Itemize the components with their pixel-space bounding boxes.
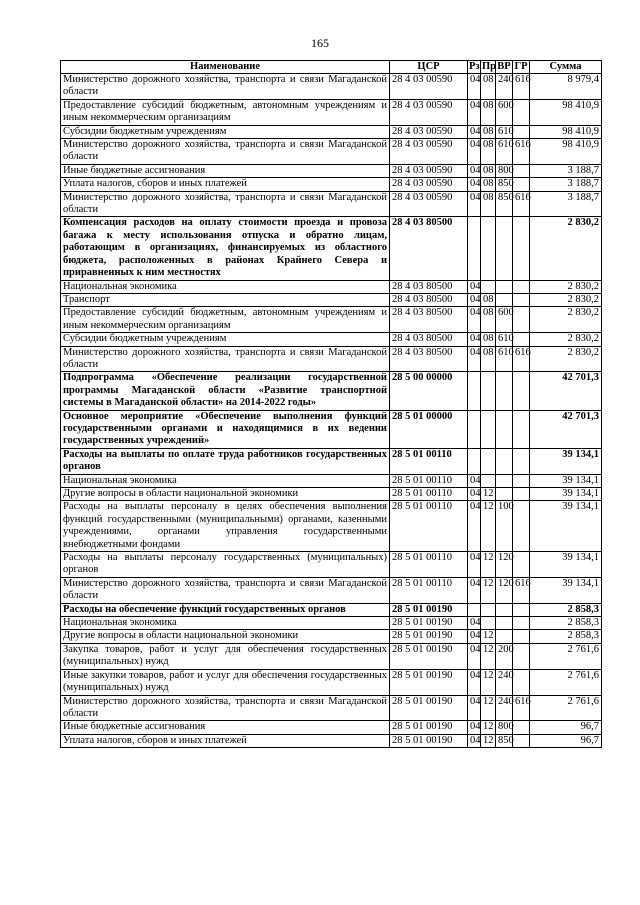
cell-sum: 3 188,7 [530, 164, 602, 177]
cell-vr: 120 [496, 552, 513, 578]
cell-pr: 12 [481, 552, 496, 578]
cell-rz: 04 [468, 164, 481, 177]
cell-gr [513, 293, 530, 306]
header-sum: Сумма [530, 61, 602, 74]
table-row [61, 178, 602, 191]
cell-pr: 12 [481, 669, 496, 695]
cell-name: Расходы на выплаты персоналу в целях обеспечения выполнения функций государственными (муниципальными) органами, казенными учреждениями, органами управления государственными внебюджетными фондами [61, 501, 390, 552]
cell-csr: 28 5 01 00190 [390, 617, 468, 630]
cell-csr: 28 5 01 00110 [390, 501, 468, 552]
table-row [61, 346, 602, 372]
cell-gr: 616 [513, 191, 530, 217]
cell-gr [513, 164, 530, 177]
cell-sum: 2 761,6 [530, 669, 602, 695]
cell-sum: 3 188,7 [530, 191, 602, 217]
table-body [61, 74, 602, 748]
cell-pr: 08 [481, 125, 496, 138]
cell-sum: 39 134,1 [530, 488, 602, 501]
table-row [61, 164, 602, 177]
cell-sum: 2 761,6 [530, 643, 602, 669]
cell-sum: 42 701,3 [530, 410, 602, 448]
cell-pr: 12 [481, 488, 496, 501]
cell-pr: 12 [481, 643, 496, 669]
cell-name: Закупка товаров, работ и услуг для обеспечения государственных (муниципальных) нужд [61, 643, 390, 669]
table-row [61, 372, 602, 410]
cell-rz: 04 [468, 669, 481, 695]
cell-rz: 04 [468, 346, 481, 372]
cell-pr [481, 617, 496, 630]
cell-rz: 04 [468, 501, 481, 552]
cell-name: Министерство дорожного хозяйства, транспорта и связи Магаданской области [61, 695, 390, 721]
cell-pr: 08 [481, 99, 496, 125]
cell-rz: 04 [468, 643, 481, 669]
cell-vr [496, 630, 513, 643]
table-row [61, 448, 602, 474]
cell-gr: 616 [513, 346, 530, 372]
header-csr: ЦСР [390, 61, 468, 74]
table-row [61, 501, 602, 552]
cell-pr [481, 410, 496, 448]
cell-sum: 39 134,1 [530, 501, 602, 552]
cell-vr [496, 293, 513, 306]
cell-gr [513, 721, 530, 734]
cell-sum: 2 761,6 [530, 695, 602, 721]
cell-sum: 39 134,1 [530, 577, 602, 603]
cell-name: Иные бюджетные ассигнования [61, 721, 390, 734]
header-gr: ГР [514, 61, 528, 72]
cell-csr: 28 5 01 00190 [390, 695, 468, 721]
cell-rz: 04 [468, 307, 481, 333]
cell-pr: 12 [481, 734, 496, 747]
cell-sum: 2 830,2 [530, 307, 602, 333]
cell-name: Национальная экономика [61, 280, 390, 293]
cell-sum: 42 701,3 [530, 372, 602, 410]
cell-gr [513, 217, 530, 280]
cell-csr: 28 5 01 00190 [390, 630, 468, 643]
cell-csr: 28 4 03 00590 [390, 139, 468, 165]
table-row [61, 734, 602, 747]
cell-vr [496, 410, 513, 448]
cell-rz: 04 [468, 734, 481, 747]
cell-sum: 98 410,9 [530, 99, 602, 125]
cell-pr: 12 [481, 721, 496, 734]
cell-sum: 96,7 [530, 721, 602, 734]
cell-vr: 850 [496, 191, 513, 217]
cell-name: Министерство дорожного хозяйства, транспорта и связи Магаданской области [61, 577, 390, 603]
table-row [61, 293, 602, 306]
cell-name: Национальная экономика [61, 474, 390, 487]
cell-gr [513, 333, 530, 346]
cell-gr [513, 552, 530, 578]
cell-pr: 08 [481, 74, 496, 100]
cell-gr [513, 643, 530, 669]
cell-vr: 600 [496, 99, 513, 125]
cell-sum: 2 858,3 [530, 603, 602, 616]
table-row [61, 474, 602, 487]
cell-sum: 39 134,1 [530, 552, 602, 578]
cell-sum: 2 830,2 [530, 333, 602, 346]
table-row [61, 333, 602, 346]
cell-gr [513, 474, 530, 487]
cell-csr: 28 5 01 00110 [390, 474, 468, 487]
cell-name: Министерство дорожного хозяйства, транспорта и связи Магаданской области [61, 74, 390, 100]
cell-csr: 28 4 03 00590 [390, 74, 468, 100]
table-row [61, 191, 602, 217]
cell-vr [496, 488, 513, 501]
cell-sum: 39 134,1 [530, 474, 602, 487]
cell-name: Другие вопросы в области национальной экономики [61, 488, 390, 501]
cell-sum: 3 188,7 [530, 178, 602, 191]
cell-vr: 850 [496, 178, 513, 191]
cell-gr [513, 734, 530, 747]
cell-vr [496, 603, 513, 616]
cell-csr: 28 4 03 00590 [390, 99, 468, 125]
cell-rz: 04 [468, 695, 481, 721]
cell-csr: 28 5 01 00190 [390, 721, 468, 734]
table-row [61, 643, 602, 669]
cell-vr: 200 [496, 643, 513, 669]
cell-vr [496, 280, 513, 293]
cell-pr: 12 [481, 501, 496, 552]
cell-rz [468, 603, 481, 616]
cell-rz: 04 [468, 280, 481, 293]
cell-sum: 2 858,3 [530, 617, 602, 630]
header-pr: Пр [482, 61, 497, 72]
cell-sum: 98 410,9 [530, 139, 602, 165]
cell-gr [513, 125, 530, 138]
cell-rz: 04 [468, 178, 481, 191]
table-row [61, 74, 602, 100]
cell-gr: 616 [513, 577, 530, 603]
cell-name: Национальная экономика [61, 617, 390, 630]
cell-vr [496, 617, 513, 630]
cell-pr: 08 [481, 164, 496, 177]
cell-vr: 800 [496, 164, 513, 177]
cell-csr: 28 4 03 00590 [390, 178, 468, 191]
cell-gr [513, 669, 530, 695]
cell-vr [496, 474, 513, 487]
cell-gr [513, 501, 530, 552]
cell-name: Субсидии бюджетным учреждениям [61, 333, 390, 346]
cell-gr [513, 280, 530, 293]
cell-name: Предоставление субсидий бюджетным, автономным учреждениям и иным некоммерческим организациям [61, 307, 390, 333]
cell-pr [481, 217, 496, 280]
cell-rz: 04 [468, 293, 481, 306]
cell-csr: 28 5 01 00110 [390, 448, 468, 474]
cell-sum: 98 410,9 [530, 125, 602, 138]
cell-vr: 120 [496, 577, 513, 603]
table-row [61, 695, 602, 721]
cell-name: Расходы на выплаты персоналу государственных (муниципальных) органов [61, 552, 390, 578]
cell-name: Расходы на выплаты по оплате труда работников государственных органов [61, 448, 390, 474]
cell-rz: 04 [468, 99, 481, 125]
cell-csr: 28 4 03 00590 [390, 191, 468, 217]
cell-rz: 04 [468, 74, 481, 100]
cell-csr: 28 5 00 00000 [390, 372, 468, 410]
cell-vr: 240 [496, 695, 513, 721]
cell-pr [481, 280, 496, 293]
cell-sum: 2 830,2 [530, 217, 602, 280]
cell-vr: 610 [496, 139, 513, 165]
table-row [61, 552, 602, 578]
cell-name: Транспорт [61, 293, 390, 306]
cell-gr [513, 603, 530, 616]
cell-name: Иные закупки товаров, работ и услуг для обеспечения государственных (муниципальных) нужд [61, 669, 390, 695]
cell-csr: 28 5 01 00190 [390, 669, 468, 695]
cell-pr: 08 [481, 333, 496, 346]
cell-gr [513, 372, 530, 410]
page-number: 165 [311, 36, 329, 50]
cell-csr: 28 4 03 80500 [390, 293, 468, 306]
cell-rz: 04 [468, 577, 481, 603]
cell-csr: 28 5 01 00190 [390, 603, 468, 616]
cell-sum: 96,7 [530, 734, 602, 747]
cell-pr [481, 603, 496, 616]
cell-vr: 850 [496, 734, 513, 747]
cell-rz: 04 [468, 630, 481, 643]
cell-rz: 04 [468, 721, 481, 734]
cell-vr: 610 [496, 125, 513, 138]
table-header-row [61, 61, 602, 74]
cell-gr [513, 178, 530, 191]
table-row [61, 577, 602, 603]
cell-csr: 28 4 03 80500 [390, 333, 468, 346]
budget-table [60, 60, 602, 748]
cell-rz: 04 [468, 552, 481, 578]
cell-name: Основное мероприятие «Обеспечение выполнения функций государственными органами и находящимися в их ведении государственных учреждений» [61, 410, 390, 448]
cell-csr: 28 4 03 00590 [390, 125, 468, 138]
table-row [61, 617, 602, 630]
cell-pr: 08 [481, 307, 496, 333]
cell-sum: 8 979,4 [530, 74, 602, 100]
cell-sum: 2 830,2 [530, 293, 602, 306]
table-row [61, 125, 602, 138]
table-row [61, 721, 602, 734]
cell-vr: 240 [496, 669, 513, 695]
cell-vr [496, 372, 513, 410]
cell-pr: 12 [481, 630, 496, 643]
cell-vr: 240 [496, 74, 513, 100]
cell-gr [513, 630, 530, 643]
cell-name: Предоставление субсидий бюджетным, автономным учреждениям и иным некоммерческим организациям [61, 99, 390, 125]
cell-csr: 28 5 01 00110 [390, 577, 468, 603]
cell-sum: 2 830,2 [530, 346, 602, 372]
cell-vr: 100 [496, 501, 513, 552]
cell-name: Министерство дорожного хозяйства, транспорта и связи Магаданской области [61, 139, 390, 165]
cell-name: Другие вопросы в области национальной экономики [61, 630, 390, 643]
cell-vr: 610 [496, 346, 513, 372]
cell-csr: 28 5 01 00190 [390, 643, 468, 669]
cell-csr: 28 4 03 80500 [390, 280, 468, 293]
cell-rz: 04 [468, 488, 481, 501]
cell-pr: 12 [481, 695, 496, 721]
cell-name: Министерство дорожного хозяйства, транспорта и связи Магаданской области [61, 346, 390, 372]
cell-gr [513, 410, 530, 448]
cell-sum: 2 858,3 [530, 630, 602, 643]
cell-gr: 616 [513, 74, 530, 100]
header-name: Наименование [61, 61, 390, 74]
cell-vr: 800 [496, 721, 513, 734]
cell-gr: 616 [513, 139, 530, 165]
table-row [61, 488, 602, 501]
table-row [61, 603, 602, 616]
cell-name: Субсидии бюджетным учреждениям [61, 125, 390, 138]
table-row [61, 217, 602, 280]
cell-name: Компенсация расходов на оплату стоимости проезда и провоза багажа к месту использования отпуска и обратно лицам, работающим в организациях, финансируемых из областного бюджета, расположенных в районах Крайнего Севера и приравненных к ним местностях [61, 217, 390, 280]
cell-gr [513, 488, 530, 501]
cell-pr [481, 474, 496, 487]
cell-gr [513, 448, 530, 474]
cell-csr: 28 4 03 80500 [390, 346, 468, 372]
cell-gr: 616 [513, 695, 530, 721]
cell-rz: 04 [468, 139, 481, 165]
cell-gr [513, 617, 530, 630]
cell-gr [513, 307, 530, 333]
cell-name: Иные бюджетные ассигнования [61, 164, 390, 177]
cell-pr: 08 [481, 178, 496, 191]
cell-csr: 28 4 03 80500 [390, 307, 468, 333]
cell-gr [513, 99, 530, 125]
cell-rz [468, 217, 481, 280]
cell-name: Расходы на обеспечение функций государственных органов [61, 603, 390, 616]
cell-csr: 28 5 01 00110 [390, 488, 468, 501]
cell-name: Уплата налогов, сборов и иных платежей [61, 178, 390, 191]
cell-rz [468, 372, 481, 410]
cell-vr: 600 [496, 307, 513, 333]
cell-pr: 08 [481, 139, 496, 165]
cell-vr [496, 448, 513, 474]
table-row [61, 630, 602, 643]
table-row [61, 139, 602, 165]
cell-rz: 04 [468, 125, 481, 138]
header-vr: ВР [497, 61, 511, 72]
header-rz: Рз [469, 61, 480, 72]
cell-rz [468, 410, 481, 448]
cell-csr: 28 4 03 80500 [390, 217, 468, 280]
cell-csr: 28 5 01 00110 [390, 552, 468, 578]
table-row [61, 307, 602, 333]
cell-pr: 08 [481, 293, 496, 306]
cell-name: Подпрограмма «Обеспечение реализации государственной программы Магаданской области «Развитие транспортной системы в Магаданской области» на 2014-2022 годы» [61, 372, 390, 410]
cell-pr: 08 [481, 346, 496, 372]
table-row [61, 410, 602, 448]
cell-sum: 39 134,1 [530, 448, 602, 474]
table-row [61, 669, 602, 695]
cell-rz: 04 [468, 617, 481, 630]
cell-rz [468, 448, 481, 474]
cell-pr: 12 [481, 577, 496, 603]
cell-csr: 28 5 01 00000 [390, 410, 468, 448]
cell-pr: 08 [481, 191, 496, 217]
cell-pr [481, 372, 496, 410]
cell-name: Уплата налогов, сборов и иных платежей [61, 734, 390, 747]
cell-vr: 610 [496, 333, 513, 346]
cell-name: Министерство дорожного хозяйства, транспорта и связи Магаданской области [61, 191, 390, 217]
table-row [61, 280, 602, 293]
cell-csr: 28 5 01 00190 [390, 734, 468, 747]
cell-vr [496, 217, 513, 280]
cell-rz: 04 [468, 191, 481, 217]
cell-rz: 04 [468, 333, 481, 346]
table-row [61, 99, 602, 125]
cell-rz: 04 [468, 474, 481, 487]
cell-pr [481, 448, 496, 474]
cell-csr: 28 4 03 00590 [390, 164, 468, 177]
cell-sum: 2 830,2 [530, 280, 602, 293]
